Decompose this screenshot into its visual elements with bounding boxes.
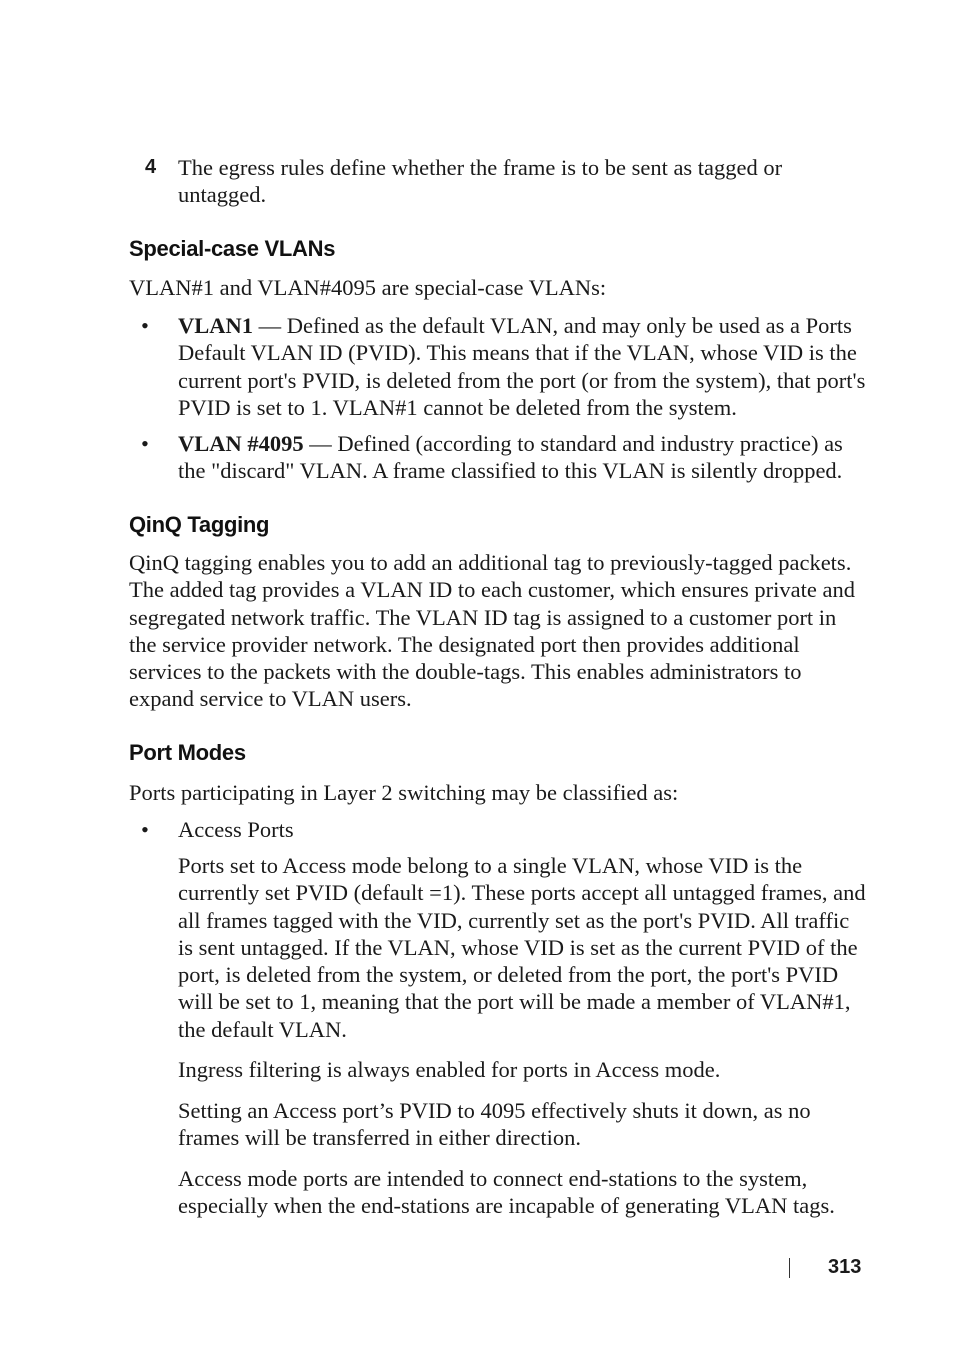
bullet-icon: • [141, 313, 149, 338]
bullet-term: VLAN1 [178, 313, 254, 338]
special-case-intro: VLAN#1 and VLAN#4095 are special-case VLANs: [129, 275, 607, 300]
end-stations-paragraph: Access mode ports are intended to connect end-stations to the system, especially when the end-stations are incapable of generating VLAN tags. [178, 1166, 835, 1219]
qinq-paragraph: QinQ tagging enables you to add an additional tag to previously-tagged packets. The added tag provides a VLAN ID to each customer, which ensures private and segregated network traffic. The VLAN ID tag is assigned to a customer port in the service provider network. The designated port then provides additional services to the packets with the double-tags. This enables administrators to expand service to VLAN users. [129, 550, 855, 712]
port-modes-intro: Ports participating in Layer 2 switching may be classified as: [129, 780, 679, 805]
bullet-text [178, 312, 868, 421]
heading-qinq-tagging: QinQ Tagging [129, 512, 270, 537]
heading-port-modes: Port Modes [129, 740, 246, 765]
bullet-text [178, 430, 868, 485]
step-text: The egress rules define whether the frame is to be sent as tagged or untagged. [178, 155, 783, 208]
footer-divider [789, 1258, 790, 1278]
bullet-term: VLAN #4095 [178, 431, 304, 456]
bullet-icon: • [141, 431, 149, 456]
heading-special-case-vlans: Special-case VLANs [129, 236, 336, 261]
bullet-description: — Defined (according to standard and industry practice) as the "discard" VLAN. A frame classified to this VLAN is silently dropped. [178, 431, 843, 484]
bullet-icon: • [141, 817, 149, 842]
pvid-4095-paragraph: Setting an Access port’s PVID to 4095 effectively shuts it down, as no frames will be transferred in either direction. [178, 1098, 811, 1151]
page-number: 313 [828, 1256, 862, 1278]
access-ports-paragraph: Ports set to Access mode belong to a single VLAN, whose VID is the currently set PVID (default =1). These ports accept all untagged frames, and all frames tagged with the VID, currently set as the port's PVID. All traffic is sent untagged. If the VLAN, whose VID is set as the current PVID of the port, is deleted from the system, or deleted from the port, the port's PVID will be set to 1, meaning that the port will be made a member of VLAN#1, the default VLAN. [178, 853, 866, 1042]
bullet-label-access-ports: Access Ports [178, 817, 294, 842]
bullet-description: — Defined as the default VLAN, and may only be used as a Ports Default VLAN ID (PVID). This means that if the VLAN, whose VID is the current port's PVID, is deleted from the port (or from the system), that port's PVID is set to 1. VLAN#1 cannot be deleted from the system. [178, 313, 866, 420]
ingress-filtering-paragraph: Ingress filtering is always enabled for ports in Access mode. [178, 1057, 721, 1082]
step-number: 4 [145, 156, 157, 178]
